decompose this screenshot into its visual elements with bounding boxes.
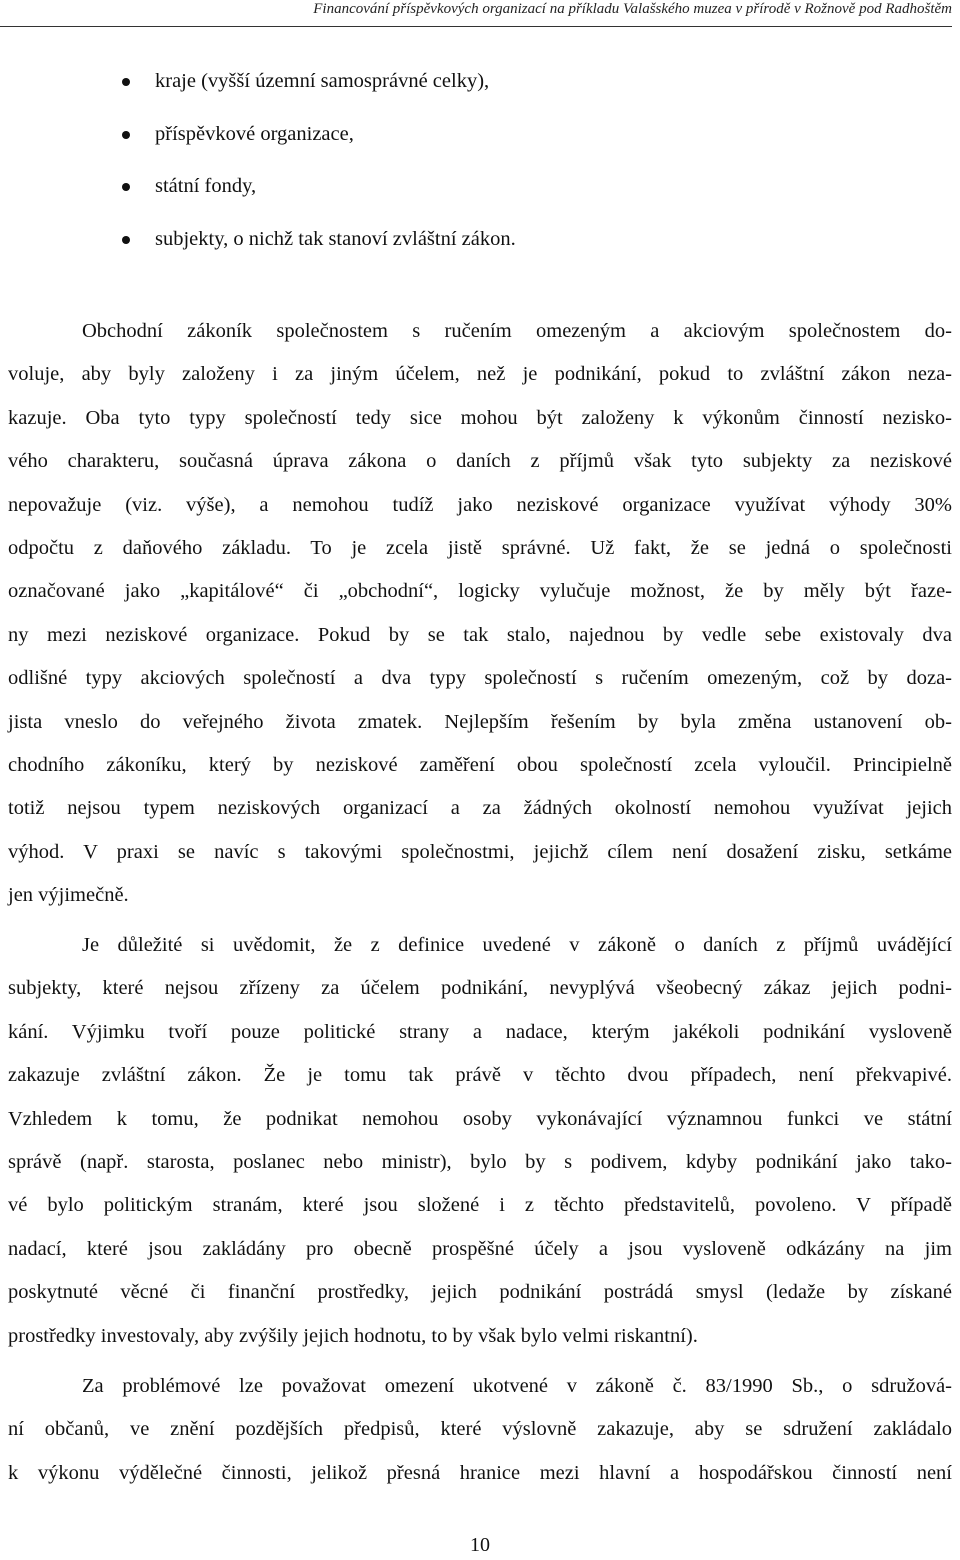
- paragraph-line: poskytnuté věcné či finanční prostředky, jejich podnikání postrádá smysl (ledaže by získané: [8, 1281, 952, 1304]
- paragraph-line: subjekty, které nejsou zřízeny za účelem podnikání, nevyplývá všeobecný zákaz jejich podni-: [8, 977, 952, 1000]
- paragraph-line: prostředky investovaly, aby zvýšily jejich hodnotu, to by však bylo velmi riskantní).: [8, 1324, 698, 1347]
- bullet-dot-icon: [122, 78, 130, 86]
- paragraph-text: [8, 924, 952, 1358]
- bullet-dot-icon: [122, 236, 130, 244]
- paragraph-line: Za problémové lze považovat omezení ukotvené v zákoně č. 83/1990 Sb., o sdružová-: [82, 1375, 952, 1397]
- paragraph-line: zakazuje zvláštní zákon. Že je tomu tak právě v těchto dvou případech, není překvapivé.: [8, 1064, 952, 1087]
- bullet-dot-icon: [122, 183, 130, 191]
- paragraph-line: Vzhledem k tomu, že podnikat nemohou osoby vykonávající významnou funkci ve státní: [8, 1107, 952, 1130]
- paragraph-line: jen výjimečně.: [8, 884, 129, 907]
- paragraph-line: Obchodní zákoník společnostem s ručením omezeným a akciovým společnostem do-: [82, 320, 952, 342]
- paragraph-sdruzovani: [8, 1365, 952, 1495]
- bullet-text: příspěvkové organizace,: [155, 122, 354, 145]
- paragraph-text: [8, 1365, 952, 1495]
- paragraph-definice: [8, 924, 952, 1358]
- paragraph-line: totiž nejsou typem neziskových organizací a za žádných okolností nemohou využívat jejich: [8, 797, 952, 820]
- bullet-text: kraje (vyšší územní samosprávné celky),: [155, 70, 490, 92]
- paragraph-line: vé bylo politickým stranám, které jsou složené i z těchto představitelů, povoleno. V případě: [8, 1194, 952, 1217]
- paragraph-line: nepovažuje (viz. výše), a nemohou tudíž jako neziskové organizace využívat výhody 30%: [8, 493, 952, 516]
- paragraph-line: chodního zákoníku, který by neziskové zaměření obou společností zcela vyloučil. Principielně: [8, 753, 952, 776]
- bullet-item: [0, 163, 960, 216]
- bullet-item: [0, 111, 960, 164]
- paragraph-line: kazuje. Oba tyto typy společností tedy sice mohou být založeny k výkonům činností nezisko-: [8, 406, 952, 429]
- paragraph-line: ny mezi neziskové organizace. Pokud by se tak stalo, najednou by vedle sebe existovaly dva: [8, 623, 952, 646]
- bullet-item: [0, 58, 960, 111]
- page-number: 10: [470, 1534, 490, 1556]
- running-header: [0, 0, 952, 27]
- paragraph-line: voluje, aby byly založeny i za jiným účelem, než je podnikání, pokud to zvláštní zákon neza-: [8, 363, 952, 386]
- paragraph-line: správě (např. starosta, poslanec nebo ministr), bylo by s podivem, kdyby podnikání jako tako-: [8, 1150, 952, 1173]
- paragraph-line: jista vneslo do veřejného života zmatek. Nejlepším řešením by byla změna ustanovení ob-: [8, 710, 952, 733]
- paragraph-line: označované jako „kapitálové“ či „obchodní“, logicky vylučuje možnost, že by měly být řaze-: [8, 580, 952, 603]
- paragraph-obchodni-zakonik: [8, 310, 952, 917]
- paragraph-line: odlišné typy akciových společností a dva typy společností s ručením omezeným, což by doza-: [8, 667, 952, 690]
- bullet-text: státní fondy,: [155, 175, 257, 197]
- paragraph-line: kání. Výjimku tvoří pouze politické strany a nadace, kterým jakékoli podnikání vysloveně: [8, 1020, 952, 1043]
- bullet-dot-icon: [122, 131, 130, 139]
- running-header-title: Financování příspěvkových organizací na příkladu Valašského muzea v přírodě v Rožnově pod Radhoštěm: [313, 1, 952, 17]
- paragraph-line: vého charakteru, současná úprava zákona o daních z příjmů však tyto subjekty za neziskové: [8, 450, 952, 473]
- paragraph-line: k výkonu výdělečné činnosti, jelikož přesná hranice mezi hlavní a hospodářskou činností není: [8, 1461, 952, 1484]
- paragraph-line: odpočtu z daňového základu. To je zcela jistě správné. Už fakt, že se jedná o společnosti: [8, 536, 952, 559]
- paragraph-line: Je důležité si uvědomit, že z definice uvedené v zákoně o daních z příjmů uvádějící: [82, 934, 952, 956]
- paragraph-line: ní občanů, ve znění pozdějších předpisů, které výslovně zakazuje, aby se sdružení zakládalo: [8, 1418, 952, 1441]
- bullet-item: [0, 216, 960, 269]
- paragraph-text: [8, 310, 952, 917]
- paragraph-line: nadací, které jsou zakládány pro obecně prospěšné účely a jsou vysloveně odkázány na jim: [8, 1237, 952, 1260]
- bullet-list: [0, 58, 960, 268]
- paragraph-line: výhod. V praxi se navíc s takovými společnostmi, jejichž cílem není dosažení zisku, setkáme: [8, 840, 952, 863]
- bullet-text: subjekty, o nichž tak stanoví zvláštní zákon.: [155, 227, 516, 250]
